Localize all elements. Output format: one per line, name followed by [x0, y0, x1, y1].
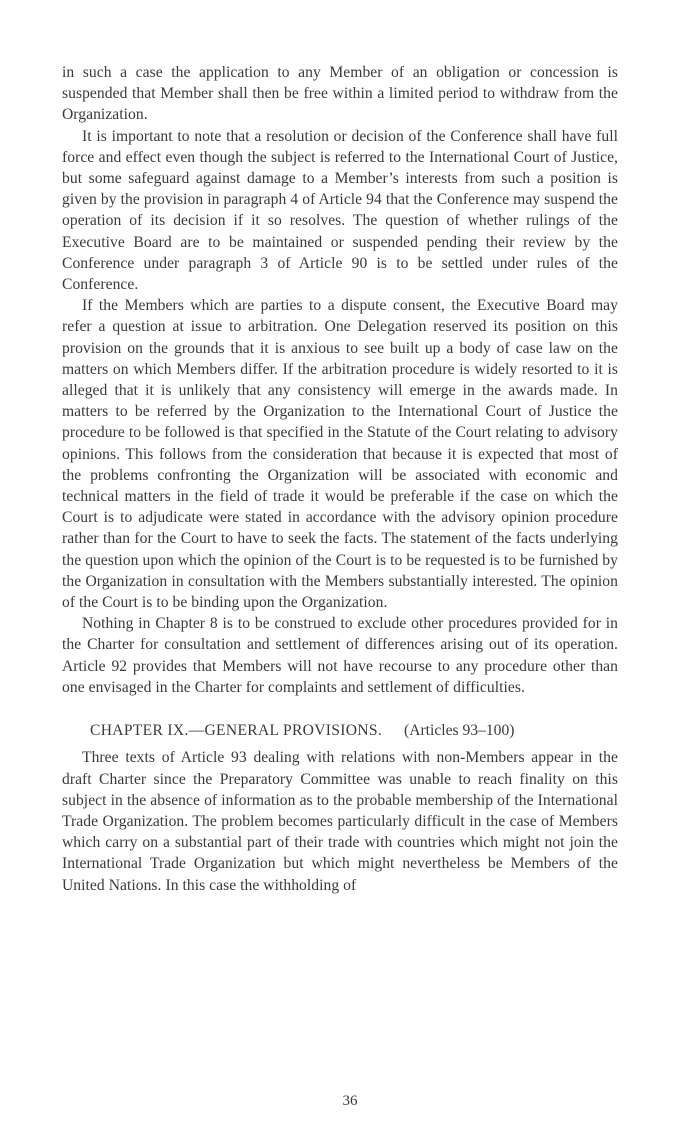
paragraph-continuation: in such a case the application to any Member of an obligation or concession is suspended that Member shall then be free within a limited period to withdraw from the Organization.	[62, 64, 618, 124]
paragraph-arbitration: If the Members which are parties to a dispute consent, the Executive Board may refer a question at issue to arbitration. One Delegation reserved its position on this provision on the grounds that it is anxious to see built up a body of case law on the matters on which Members differ. If the arbitration procedure is widely resorted to it is alleged that it is unlikely that any consistency will emerge in the awards made. In matters to be referred by the Organization to the International Court of Justice the procedure to be followed is that specified in the Statute of the Court relating to advisory opinions. This follows from the consideration that because it is expected that most of the problems confronting the Organization will be associated with economic and technical matters in the field of trade it would be preferable if the case on which the Court is to adjudicate were stated in accordance with the advisory opinion procedure rather than for the Court to have to seek the facts. The statement of the facts underlying the question upon which the opinion of the Court is to be requested is to be furnished by the Organization in consultation with the Members substantially interested. The opinion of the Court is to be binding upon the Organization.	[62, 297, 618, 612]
paragraph-conference-decisions: It is important to note that a resolution or decision of the Conference shall have full force and effect even though the subject is referred to the International Court of Justice, but some safeguard against damage to a Member’s interests from such a position is given by the provision in paragraph 4 of Article 94 that the Conference may suspend the operation of its decision if it so resolves. The question of whether rulings of the Executive Board are to be maintained or suspended pending their review by the Conference under paragraph 3 of Article 90 is to be settled under rules of the Conference.	[62, 127, 618, 294]
chapter-heading	[62, 720, 618, 741]
document-page	[62, 62, 618, 896]
paragraph-non-members: Three texts of Article 93 dealing with relations with non-Members appear in the draft Charter since the Preparatory Committee was unable to reach finality on this subject in the absence of information as to the probable membership of the International Trade Organization. The problem becomes particularly difficult in the case of Members which carry on a substantial part of their trade with countries which might not join the International Trade Organization but which might nevertheless be Members of the United Nations. In this case the withholding of	[62, 749, 618, 894]
paragraph-chapter-8-procedures: Nothing in Chapter 8 is to be construed to exclude other procedures provided for in the Charter for consultation and settlement of differences arising out of its operation. Article 92 provides that Members will not have recourse to any procedure other than one envisaged in the Charter for complaints and settlement of difficulties.	[62, 615, 618, 696]
chapter-articles-range: (Articles 93–100)	[404, 722, 515, 740]
page-number: 36	[342, 1093, 358, 1109]
chapter-title: CHAPTER IX.—GENERAL PROVISIONS.	[90, 722, 383, 740]
